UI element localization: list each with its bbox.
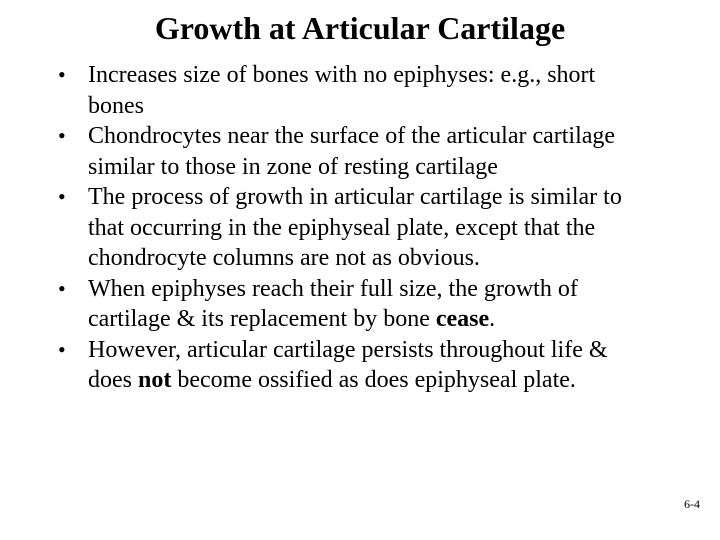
bullet-text-segment: When epiphyses reach their full size, the growth of cartilage & its replacement by bone [88, 275, 578, 332]
bullet-text-segment: The process of growth in articular cartilage is similar to that occurring in the epiphyseal plate, except that the chondrocyte columns are not as obvious. [88, 184, 622, 271]
bullet-text-segment: . [489, 306, 496, 332]
bullet-text [88, 276, 578, 333]
bullet-item [56, 274, 656, 335]
bullet-text-emphasis: not [138, 367, 172, 393]
bullet-text-segment: become ossified as does epiphyseal plate. [171, 367, 576, 393]
bullet-text-segment: Chondrocytes near the surface of the articular cartilage similar to those in zone of resting cartilage [88, 123, 616, 180]
bullet-text [88, 337, 608, 394]
bullet-marker: • [58, 336, 66, 362]
bullet-text-segment: Increases size of bones with no epiphyses: e.g., short bones [88, 62, 596, 119]
bullet-list [56, 60, 656, 396]
bullet-text-segment: However, articular cartilage persists throughout life & does [88, 336, 608, 393]
bullet-marker: • [58, 184, 66, 209]
bullet-marker: • [58, 62, 66, 87]
bullet-marker: • [58, 275, 66, 301]
slide-title: Growth at Articular Cartilage [154, 10, 566, 46]
bullet-text [88, 123, 615, 180]
bullet-marker: • [58, 123, 66, 148]
bullet-text [88, 62, 595, 119]
bullet-item [56, 121, 656, 182]
bullet-item [56, 60, 656, 121]
bullet-item [56, 182, 656, 274]
bullet-text [88, 184, 622, 271]
slide-number: 6-4 [684, 497, 700, 511]
bullet-item [56, 335, 656, 396]
bullet-text-emphasis: cease [435, 306, 490, 332]
